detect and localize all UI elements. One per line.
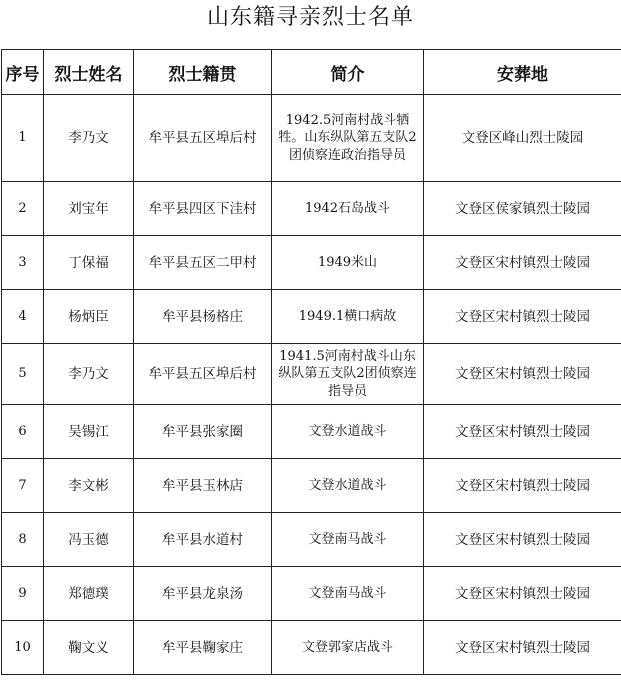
cell-name: 李乃文 <box>44 344 134 405</box>
cell-bio: 文登水道战斗 <box>272 405 424 459</box>
header-index: 序号 <box>2 50 44 95</box>
cell-index: 4 <box>2 290 44 344</box>
cell-origin: 牟平县五区埠后村 <box>134 95 272 182</box>
cell-burial: 文登区宋村镇烈士陵园 <box>424 621 621 675</box>
cell-name: 杨炳臣 <box>44 290 134 344</box>
cell-bio: 文登南马战斗 <box>272 513 424 567</box>
cell-name: 吴锡江 <box>44 405 134 459</box>
martyr-table <box>1 49 621 675</box>
table-row <box>2 95 621 182</box>
cell-index: 5 <box>2 344 44 405</box>
cell-index: 10 <box>2 621 44 675</box>
cell-origin: 牟平县五区二甲村 <box>134 236 272 290</box>
cell-index: 8 <box>2 513 44 567</box>
cell-burial: 文登区宋村镇烈士陵园 <box>424 290 621 344</box>
cell-burial: 文登区宋村镇烈士陵园 <box>424 513 621 567</box>
table-row <box>2 459 621 513</box>
cell-bio: 1941.5河南村战斗山东纵队第五支队2团侦察连指导员 <box>272 344 424 405</box>
table-row <box>2 405 621 459</box>
cell-bio: 文登郭家店战斗 <box>272 621 424 675</box>
cell-origin: 牟平县龙泉汤 <box>134 567 272 621</box>
cell-origin: 牟平县张家圈 <box>134 405 272 459</box>
cell-origin: 牟平县玉林店 <box>134 459 272 513</box>
header-burial: 安葬地 <box>424 50 621 95</box>
cell-origin: 牟平县杨格庄 <box>134 290 272 344</box>
cell-index: 9 <box>2 567 44 621</box>
cell-bio: 1942.5河南村战斗牺牲。山东纵队第五支队2团侦察连政治指导员 <box>272 95 424 182</box>
cell-index: 6 <box>2 405 44 459</box>
cell-origin: 牟平县五区埠后村 <box>134 344 272 405</box>
cell-origin: 牟平县四区下洼村 <box>134 182 272 236</box>
table-row <box>2 621 621 675</box>
cell-bio: 文登南马战斗 <box>272 567 424 621</box>
table-row <box>2 236 621 290</box>
cell-bio: 1942石岛战斗 <box>272 182 424 236</box>
cell-burial: 文登区宋村镇烈士陵园 <box>424 344 621 405</box>
cell-name: 郑德璞 <box>44 567 134 621</box>
header-row <box>2 50 621 95</box>
cell-name: 李文彬 <box>44 459 134 513</box>
cell-name: 丁保福 <box>44 236 134 290</box>
cell-burial: 文登区宋村镇烈士陵园 <box>424 405 621 459</box>
cell-burial: 文登区侯家镇烈士陵园 <box>424 182 621 236</box>
cell-index: 7 <box>2 459 44 513</box>
cell-bio: 1949米山 <box>272 236 424 290</box>
table-row <box>2 182 621 236</box>
table-row <box>2 290 621 344</box>
header-origin: 烈士籍贯 <box>134 50 272 95</box>
cell-burial: 文登区宋村镇烈士陵园 <box>424 236 621 290</box>
page-title: 山东籍寻亲烈士名单 <box>206 5 414 30</box>
cell-name: 李乃文 <box>44 95 134 182</box>
cell-index: 1 <box>2 95 44 182</box>
cell-name: 刘宝年 <box>44 182 134 236</box>
table-row <box>2 567 621 621</box>
cell-burial: 文登区峰山烈士陵园 <box>424 95 621 182</box>
cell-index: 2 <box>2 182 44 236</box>
cell-burial: 文登区宋村镇烈士陵园 <box>424 459 621 513</box>
cell-origin: 牟平县鞠家庄 <box>134 621 272 675</box>
cell-burial: 文登区宋村镇烈士陵园 <box>424 567 621 621</box>
header-name: 烈士姓名 <box>44 50 134 95</box>
cell-name: 鞠文义 <box>44 621 134 675</box>
cell-bio: 文登水道战斗 <box>272 459 424 513</box>
cell-index: 3 <box>2 236 44 290</box>
cell-bio: 1949.1横口病故 <box>272 290 424 344</box>
table-row <box>2 344 621 405</box>
table-row <box>2 513 621 567</box>
cell-origin: 牟平县水道村 <box>134 513 272 567</box>
cell-name: 冯玉德 <box>44 513 134 567</box>
header-bio: 简介 <box>272 50 424 95</box>
